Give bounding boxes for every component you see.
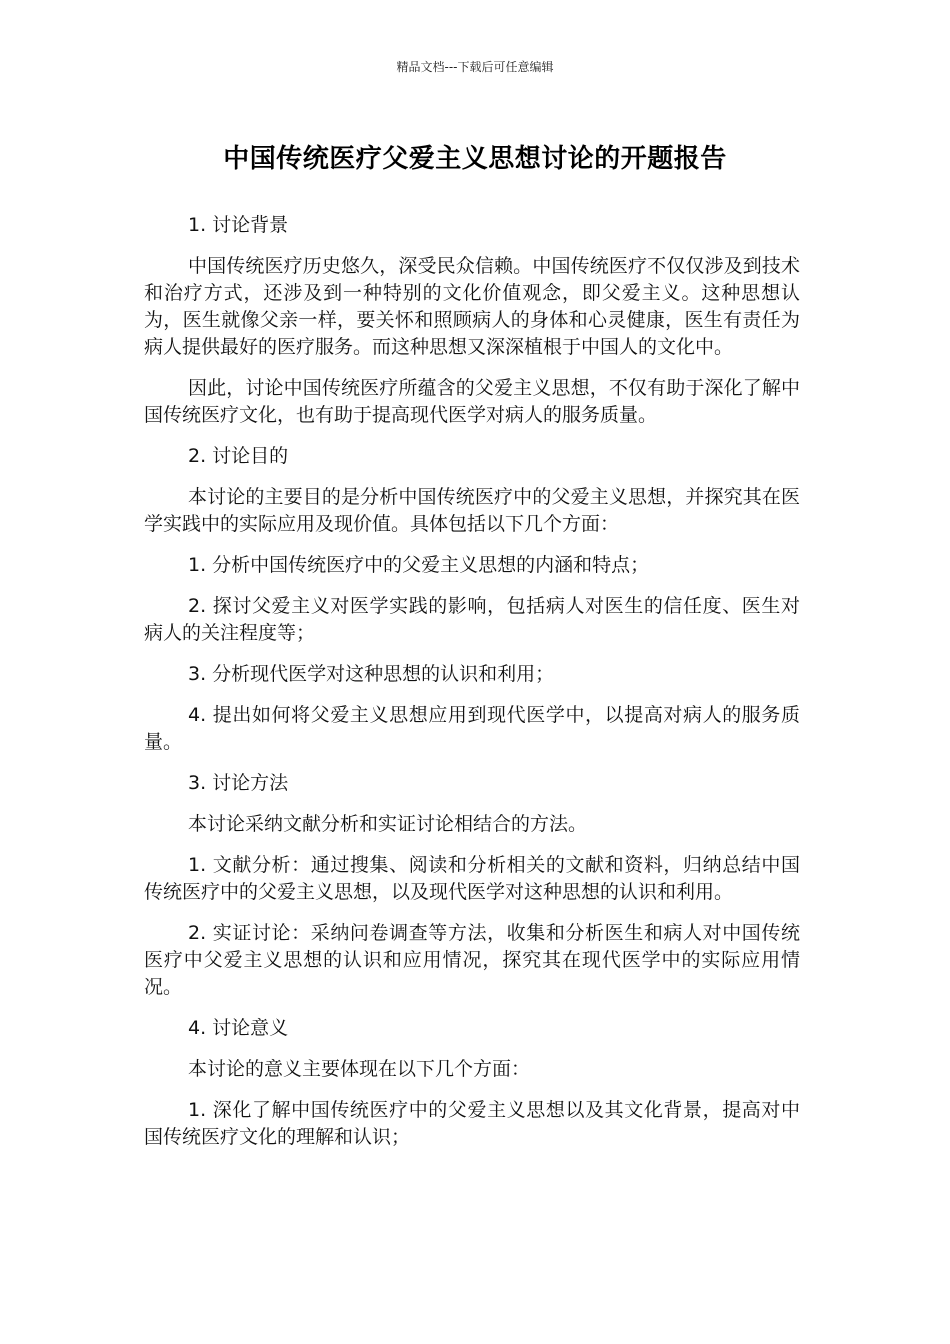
paragraph-purpose: 本讨论的主要目的是分析中国传统医疗中的父爱主义思想，并探究其在医学实践中的实际应用及现价值。具体包括以下几个方面： (144, 486, 800, 535)
list-item-purpose-1: 1. 分析中国传统医疗中的父爱主义思想的内涵和特点； (188, 554, 650, 576)
paragraph-significance: 本讨论的意义主要体现在以下几个方面： (188, 1058, 531, 1080)
list-item-purpose-4: 4. 提出如何将父爱主义思想应用到现代医学中，以提高对病人的服务质量。 (144, 704, 800, 753)
section-heading-method: 3. 讨论方法 (188, 772, 289, 794)
document-title: 中国传统医疗父爱主义思想讨论的开题报告 (223, 144, 727, 174)
document-body (144, 212, 800, 1165)
paragraph-background-significance: 因此，讨论中国传统医疗所蕴含的父爱主义思想，不仅有助于深化了解中国传统医疗文化，也有助于提高现代医学对病人的服务质量。 (144, 377, 800, 426)
paragraph-method: 本讨论采纳文献分析和实证讨论相结合的方法。 (188, 813, 588, 835)
list-item-significance-1: 1. 深化了解中国传统医疗中的父爱主义思想以及其文化背景，提高对中国传统医疗文化的理解和认识； (144, 1099, 800, 1148)
section-heading-significance: 4. 讨论意义 (188, 1017, 289, 1039)
section-heading-background: 1. 讨论背景 (188, 214, 289, 236)
list-item-method-1: 1. 文献分析：通过搜集、阅读和分析相关的文献和资料，归纳总结中国传统医疗中的父爱主义思想，以及现代医学对这种思想的认识和利用。 (144, 854, 800, 903)
list-item-purpose-3: 3. 分析现代医学对这种思想的认识和利用； (188, 663, 555, 685)
header-note: 精品文档---下载后可任意编辑 (396, 60, 554, 74)
section-heading-purpose: 2. 讨论目的 (188, 445, 289, 467)
paragraph-background: 中国传统医疗历史悠久，深受民众信赖。中国传统医疗不仅仅涉及到技术和治疗方式，还涉及到一种特别的文化价值观念，即父爱主义。这种思想认为，医生就像父亲一样，要关怀和照顾病人的身体和心灵健康，医生有责任为病人提供最好的医疗服务。而这种思想又深深植根于中国人的文化中。 (144, 255, 800, 358)
list-item-method-2: 2. 实证讨论：采纳问卷调查等方法，收集和分析医生和病人对中国传统医疗中父爱主义思想的认识和应用情况，探究其在现代医学中的实际应用情况。 (144, 922, 800, 998)
list-item-purpose-2: 2. 探讨父爱主义对医学实践的影响，包括病人对医生的信任度、医生对病人的关注程度等； (144, 595, 800, 644)
